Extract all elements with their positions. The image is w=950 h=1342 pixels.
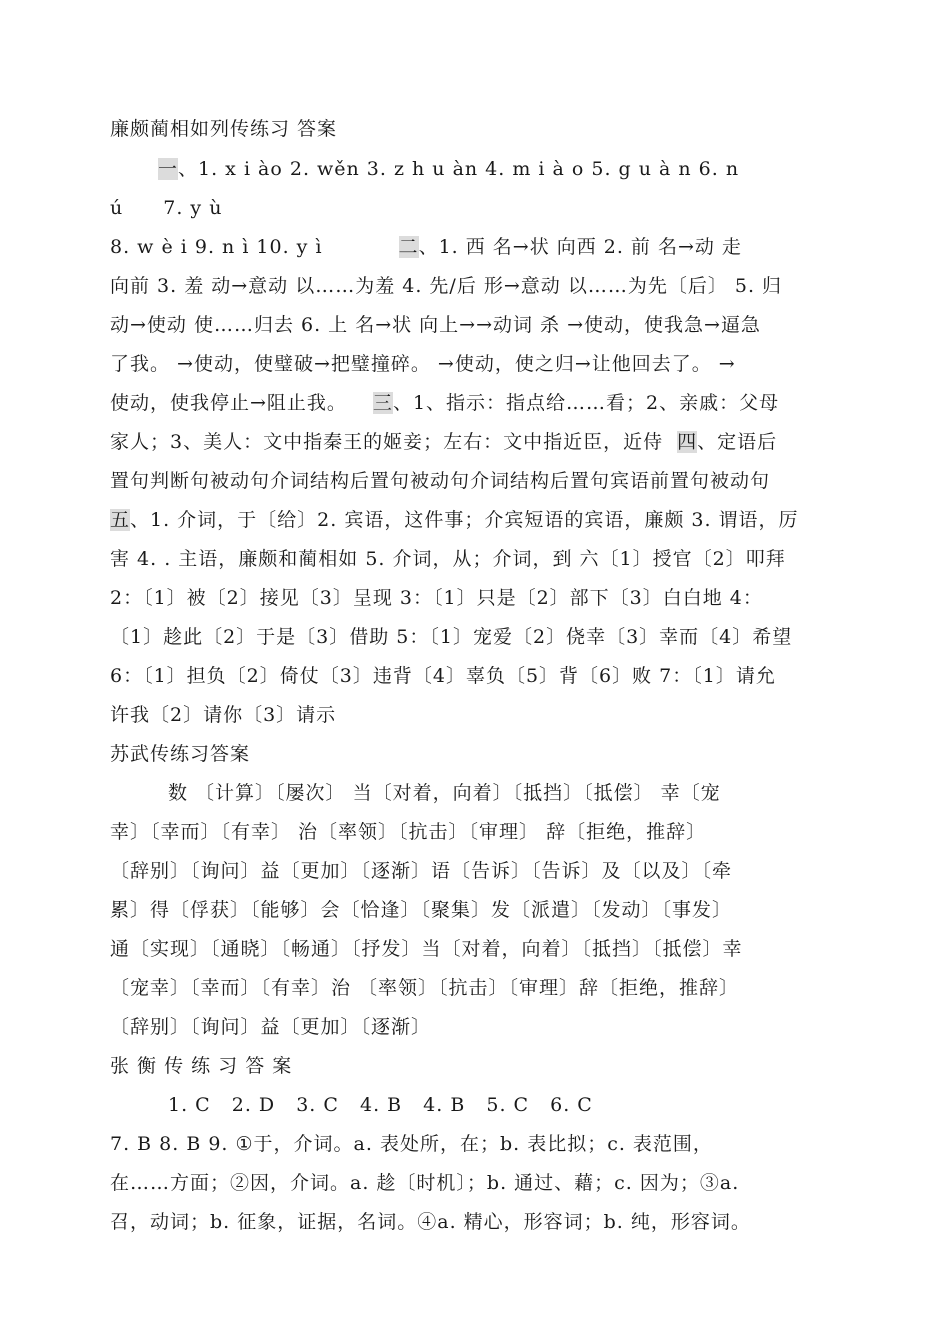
s1-line-15: 许我〔2〕请你〔3〕请示 — [110, 704, 337, 726]
mark-san: 三 — [372, 392, 393, 414]
s2-line-5: 通〔实现〕〔通晓〕〔畅通〕〔抒发〕当〔对着，向着〕〔抵挡〕〔抵偿〕幸 — [110, 938, 743, 960]
s1-line-8: 家人；3、美人：文中指秦王的姬妾；左右：文中指近臣，近侍 四、定语后 — [110, 431, 778, 453]
s2-line-2: 幸〕〔幸而〕〔有幸〕 治〔率领〕〔抗击〕〔审理〕 辞〔拒绝，推辞〕 — [110, 821, 707, 843]
s3-answer-row — [168, 1092, 870, 1118]
mark-si: 四 — [677, 431, 698, 453]
s1-line-7: 使动，使我停止→阻止我。 三、1、指示：指点给……看；2、亲戚：父母 — [110, 392, 780, 414]
s2-line-7: 〔辞别〕〔询问〕益〔更加〕〔逐渐〕 — [110, 1016, 432, 1038]
answer-6: 6. C — [550, 1094, 593, 1116]
s1-line-11: 害 4. . 主语，廉颇和蔺相如 5. 介词，从；介词，到 六〔1〕授官〔2〕叩拜 — [110, 548, 786, 570]
s1-line-10: 五、1. 介词，于〔给〕2. 宾语，这件事；介宾短语的宾语，廉颇 3. 谓语，厉 — [110, 509, 799, 531]
s1-line-14: 6：〔1〕担负〔2〕倚仗〔3〕违背〔4〕辜负〔5〕背〔6〕败 7：〔1〕请允 — [110, 665, 776, 687]
s1-line-9: 置句判断句被动句介词结构后置句被动句介词结构后置句宾语前置句被动句 — [110, 470, 771, 492]
heading-lianpo: 廉颇蔺相如列传练习 答案 — [110, 118, 338, 140]
s1-line-3: 8. w è i 9. n ì 10. y ì 二、1. 西 名→状 向西 2. 前 名→动 走 — [110, 236, 742, 258]
s3-line-3: 在……方面；②因，介词。a. 趁〔时机〕；b. 通过、藉；c. 因为；③a. — [110, 1172, 740, 1194]
s1-line-2: ú 7. y ù — [110, 197, 223, 219]
s2-line-4: 累〕得〔俘获〕〔能够〕会〔恰逢〕〔聚集〕发〔派遣〕〔发动〕〔事发〕 — [110, 899, 733, 921]
s1-line-12: 2：〔1〕被〔2〕接见〔3〕呈现 3：〔1〕只是〔2〕部下〔3〕白白地 4： — [110, 587, 763, 609]
s3-line-2: 7. B 8. B 9. ①于，介词。a. 表处所，在；b. 表比拟；c. 表范围， — [110, 1133, 713, 1155]
heading-zhangheng: 张 衡 传 练 习 答 案 — [110, 1055, 293, 1077]
answer-4b: 4. B — [423, 1094, 466, 1116]
s2-line-3: 〔辞别〕〔询问〕益〔更加〕〔逐渐〕语〔告诉〕〔告诉〕及〔以及〕〔牵 — [110, 860, 733, 882]
s1-line-4: 向前 3. 羞 动→意动 以……为羞 4. 先/后 形→意动 以……为先〔后〕 5. 归 — [110, 275, 783, 297]
answer-2: 2. D — [231, 1094, 276, 1116]
s1-line-6: 了我。 →使动，使璧破→把璧撞碎。 →使动，使之归→让他回去了。 → — [110, 353, 736, 375]
answer-4: 4. B — [359, 1094, 403, 1116]
answer-1: 1. C — [168, 1094, 211, 1116]
s2-line-1: 数 〔计算〕〔屡次〕 当〔对着，向着〕〔抵挡〕〔抵偿〕 幸〔宠 — [168, 782, 721, 804]
s1-line-5: 动→使动 使……归去 6. 上 名→状 向上→→动词 杀 →使动，使我急→逼急 — [110, 314, 761, 336]
mark-wu: 五 — [110, 509, 131, 531]
s1-line-1: 一、1. x i ào 2. wěn 3. z h u àn 4. m i à o 5. g u à n 6. n — [158, 158, 740, 180]
answer-5: 5. C — [486, 1094, 530, 1116]
mark-er: 二 — [398, 236, 419, 258]
s2-line-6: 〔宠幸〕〔幸而〕〔有幸〕治 〔率领〕〔抗击〕〔审理〕辞〔拒绝，推辞〕 — [110, 977, 740, 999]
heading-suwu: 苏武传练习答案 — [110, 743, 251, 765]
s3-line-4: 召，动词；b. 征象，证据，名词。④a. 精心，形容词；b. 纯，形容词。 — [110, 1211, 751, 1233]
s1-line-13: 〔1〕趁此〔2〕于是〔3〕借助 5：〔1〕宠爱〔2〕侥幸〔3〕幸而〔4〕希望 — [110, 626, 793, 648]
mark-yi: 一 — [158, 158, 179, 180]
answer-3: 3. C — [296, 1094, 339, 1116]
